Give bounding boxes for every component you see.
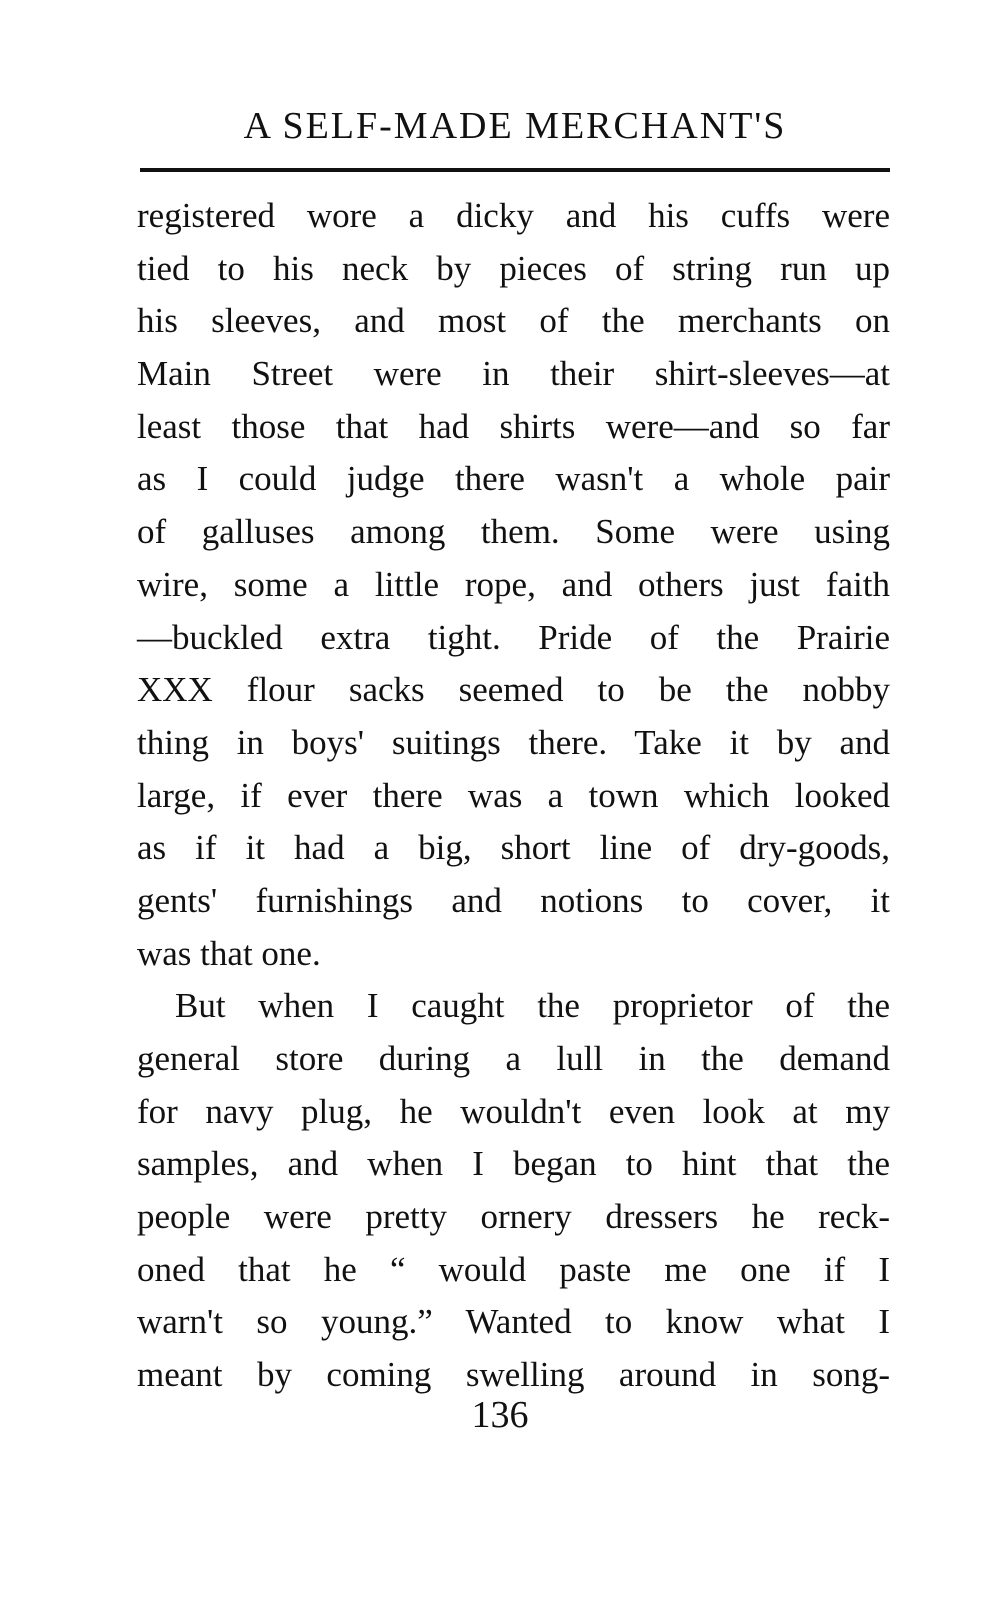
text-line: oned that he “ would paste me one if I <box>137 1249 890 1289</box>
text-line: registered wore a dicky and his cuffs were <box>137 196 890 235</box>
text-line: warn't so young.” Wanted to know what I <box>137 1302 890 1342</box>
header-rule <box>140 168 890 172</box>
text-line: as I could judge there wasn't a whole pair <box>137 459 890 499</box>
text-line: for navy plug, he wouldn't even look at my <box>137 1091 890 1131</box>
running-head: A SELF-MADE MERCHANT'S <box>243 105 787 147</box>
text-line: was that one. <box>137 933 321 973</box>
text-line: thing in boys' suitings there. Take it by and <box>137 722 890 762</box>
text-line: XXX flour sacks seemed to be the nobby <box>137 670 890 710</box>
text-line: large, if ever there was a town which looked <box>137 775 890 815</box>
text-line: of galluses among them. Some were using <box>137 512 890 552</box>
text-line: gents' furnishings and notions to cover, it <box>137 880 890 920</box>
paragraph <box>137 190 890 980</box>
text-line: least those that had shirts were—and so far <box>137 406 890 446</box>
text-line: meant by coming swelling around in song- <box>137 1355 890 1395</box>
text-line: wire, some a little rope, and others just faith <box>137 564 890 604</box>
paragraph <box>137 980 890 1402</box>
text-line: tied to his neck by pieces of string run up <box>137 248 890 288</box>
text-line: people were pretty ornery dressers he reck- <box>137 1197 890 1237</box>
text-line: Main Street were in their shirt-sleeves—at <box>137 354 890 394</box>
text-line: But when I caught the proprietor of the <box>175 986 890 1026</box>
text-line: as if it had a big, short line of dry-goods, <box>137 828 890 868</box>
page-number: 136 <box>471 1394 529 1436</box>
text-line: his sleeves, and most of the merchants on <box>137 301 890 341</box>
text-line: samples, and when I began to hint that the <box>137 1144 890 1184</box>
text-line: general store during a lull in the demand <box>137 1039 890 1078</box>
text-line: —buckled extra tight. Pride of the Prairie <box>137 617 890 657</box>
body-text <box>137 190 890 1402</box>
